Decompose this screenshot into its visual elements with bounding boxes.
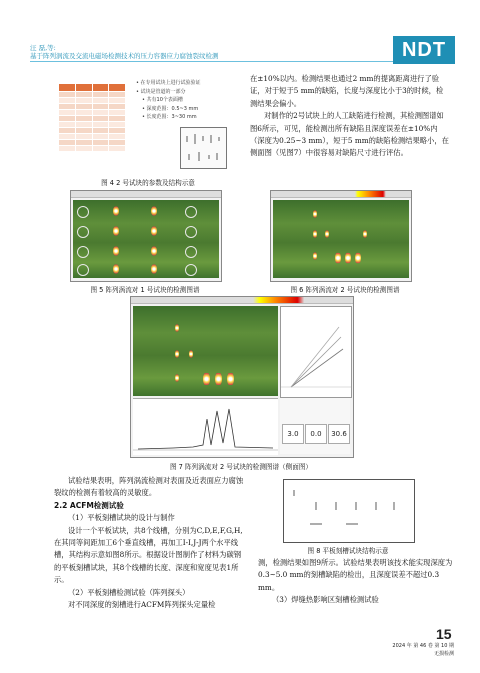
fig7-defect-indication [203, 372, 210, 386]
fig8-slot-layout [284, 480, 414, 542]
fig7-readout-3: 30.6 [328, 424, 350, 444]
header-rule [30, 61, 420, 62]
fig6-defect-indication [313, 210, 317, 218]
figure-7-window [130, 296, 354, 458]
right-para-2: 对制作的2号试块上的人工缺陷进行检测，其检测图谱如图6所示，可见，能检测出所有缺陷且深度误差在±10%内（深度为0.25~3 mm），短于5 mm的缺陷检测结果略小，在侧面图（见图7）中很容易对缺陷尺寸进行评估。 [250, 111, 449, 158]
left-para-1: 试验结果表明，阵列涡流检测对表面及近表面应力腐蚀裂纹的检测有着较高的灵敏度。 [54, 476, 244, 498]
right-para-1: 在±10%以内。检测结果也通过2 mm的提离距离进行了验证，对于短于5 mm的缺陷，长度与深度比小于3的时候，检测结果会偏小。 [250, 74, 444, 108]
section-2-2-heading: 2.2 ACFM检测试验 [54, 500, 124, 510]
right-col-text-1 [250, 73, 450, 160]
fig7-readout-panel [280, 398, 350, 454]
fig6-heatmap [273, 200, 409, 278]
fig6-toolbar [271, 191, 411, 198]
fig4-caption: 图 4 2 号试块的参数及结构示意 [101, 179, 195, 187]
fig5-defect-ring [185, 226, 197, 238]
right-col-text-2 [258, 557, 454, 607]
fig7-readout-1: 3.0 [282, 424, 304, 444]
fig5-defect-indication [151, 264, 157, 274]
fig6-defect-indication [325, 230, 329, 238]
fig5-defect-ring [77, 264, 89, 276]
fig6-defect-indication [363, 230, 367, 238]
fig7-defect-indication [175, 324, 179, 332]
running-head-authors: 汪 磊,等: [30, 44, 56, 52]
subsection-3-heading: （3）焊缝热影响区刻槽检测试验 [272, 595, 379, 605]
fig5-defect-ring [77, 206, 89, 218]
fig5-defect-ring [185, 264, 197, 276]
journal-name: 无损检测 [433, 651, 454, 657]
ndt-logo: NDT [393, 36, 455, 64]
fig5-defect-ring [77, 226, 89, 238]
subsection-2-heading: （2）平板刻槽检测试验（阵列探头） [68, 587, 190, 597]
fig4-bullet-5: • 长度范围：3~30 mm [142, 114, 197, 120]
fig5-defect-indication [151, 226, 157, 236]
fig5-defect-indication [113, 264, 119, 274]
page-number: 15 [436, 626, 452, 642]
fig7-readout-2: 0.0 [305, 424, 327, 444]
fig5-defect-indication [151, 246, 157, 256]
fig5-defect-ring [77, 246, 89, 258]
fig7-signal-trace [133, 399, 278, 455]
fig4-bullet-2: • 试块是管道的一部分 [136, 88, 186, 95]
fig7-defect-indication [175, 374, 179, 382]
fig5-heatmap [73, 200, 219, 278]
fig4-slots-drawing [181, 128, 226, 168]
fig6-defect-indication [313, 252, 317, 260]
fig7-toolbar [131, 297, 353, 304]
fig5-defect-indication [113, 206, 119, 216]
fig4-bullet-1: • 在专用试块上进行试验验证 [136, 80, 201, 86]
running-head-title: 基于阵列涡流及交流电磁场检测技术的压力容器应力腐蚀裂纹检测 [30, 52, 219, 60]
figure-5-scan [70, 190, 222, 282]
figure-6-scan [270, 190, 412, 282]
fig5-defect-ring [185, 206, 197, 218]
left-col-text [54, 475, 244, 611]
right-para-3: 测，检测结果如图9所示。试验结果表明该技术能实现深度为0.3~5.0 mm的刻槽缺陷的检出，且深度误差不超过0.3 mm。 [258, 558, 453, 592]
left-para-3: 对不同深度的刻槽进行ACFM阵列探头定量检 [68, 600, 216, 610]
left-para-2: 设计一个平板试块，共8个线槽，分别为C,D,E,F,G,H,在其同等间距加工6个垂直线槽，再加工I-I,J-J两个水平线槽，其结构示意如图8所示。根据设计图制作了材料为碳钢的平板刻槽试块，其8个线槽的长度、深度和宽度见表1所示。 [54, 525, 243, 585]
fig5-defect-indication [113, 226, 119, 236]
fig4-bullet-4: • 深度范围：0.5~3 mm [142, 105, 199, 112]
fig5-defect-indication [113, 246, 119, 256]
fig6-caption: 图 6 阵列涡流对 2 号试块的检测图谱 [290, 286, 400, 294]
fig5-defect-ring [185, 246, 197, 258]
fig7-side-view-plot [133, 398, 278, 455]
fig7-lissajous-plot [281, 307, 351, 397]
figure-4 [58, 75, 238, 172]
subsection-1-heading: （1）平板刻槽试块的设计与制作 [68, 513, 175, 523]
fig4-bullet-3: • 共有10个表面槽 [142, 97, 183, 103]
fig4-parameter-table [58, 83, 126, 152]
fig7-defect-indication [215, 372, 222, 386]
fig6-defect-indication [345, 252, 351, 264]
fig5-defect-indication [151, 206, 157, 216]
fig7-defect-indication [189, 350, 193, 358]
fig7-lissajous-panel [280, 306, 352, 398]
fig5-toolbar [71, 191, 221, 198]
fig5-caption: 图 5 阵列涡流对 1 号试块的检测图谱 [90, 286, 200, 294]
fig6-defect-indication [335, 252, 341, 264]
fig4-bullets [136, 79, 236, 122]
fig6-defect-indication [313, 230, 317, 238]
fig6-defect-indication [355, 252, 361, 264]
fig7-defect-indication [227, 372, 234, 386]
fig7-defect-indication [175, 350, 179, 358]
journal-issue: 2024 年 第 46 卷 第 10 期 [392, 643, 454, 649]
figure-8-drawing [283, 479, 415, 543]
fig7-caption: 图 7 阵列涡流对 2 号试块的检测图谱（侧面图） [169, 463, 313, 471]
fig7-heatmap [133, 306, 278, 396]
fig4-specimen-sketch [180, 127, 227, 169]
fig8-caption: 图 8 平板刻槽试块结构示意 [307, 547, 389, 555]
